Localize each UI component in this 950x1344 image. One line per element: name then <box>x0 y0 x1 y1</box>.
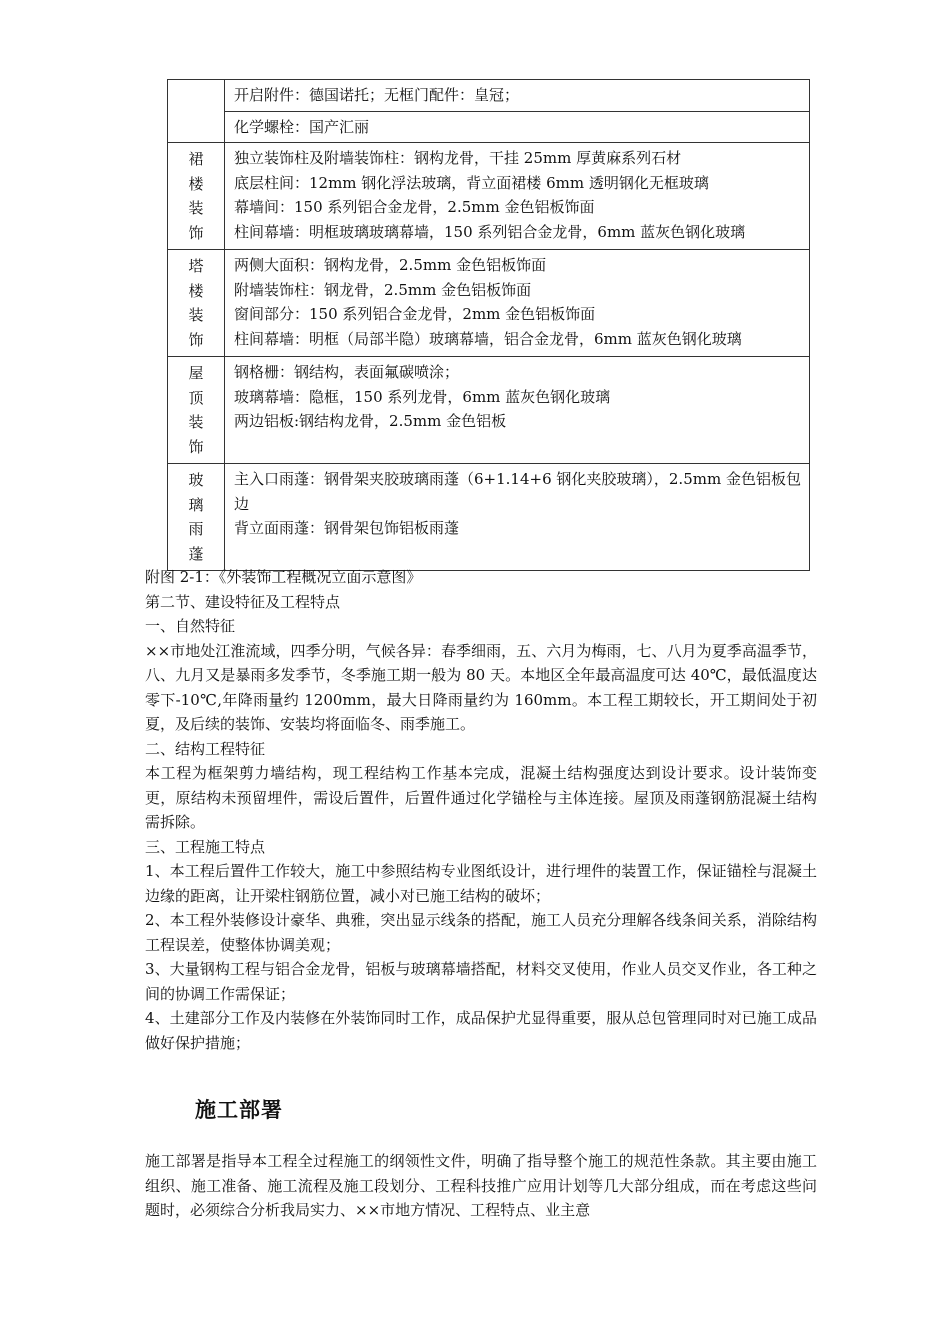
category-char: 装 <box>188 306 204 324</box>
description-line: 独立装饰柱及附墙装饰柱：钢构龙骨，干挂 25mm 厚黄麻系列石材 <box>234 149 682 167</box>
category-char: 饰 <box>188 437 204 456</box>
paragraph-structure: 本工程为框架剪力墙结构，现工程结构工作基本完成，混凝土结构强度达到设计要求。设计装饰变更，原结构未预留埋件，需设后置件，后置件通过化学锚栓与主体连接。屋顶及雨蓬钢筋混凝土结构需拆除。 <box>145 764 817 831</box>
description-line: 钢格栅：钢结构，表面氟碳喷涂； <box>234 363 460 381</box>
category-cell <box>168 143 225 250</box>
description-line: 柱间幕墙：明框玻璃玻璃幕墙，150 系列铝合金龙骨，6mm 蓝灰色钢化玻璃 <box>234 222 746 241</box>
category-char: 饰 <box>188 330 204 349</box>
category-char: 塔 <box>188 257 204 275</box>
category-char: 玻 <box>188 471 204 489</box>
decoration-spec-table <box>167 79 810 571</box>
category-char: 雨 <box>188 520 204 538</box>
list-item: 1、本工程后置件工作较大，施工中参照结构专业图纸设计，进行埋件的装置工作，保证锚栓与混凝土边缘的距离，让开梁柱钢筋位置，减小对已施工结构的破坏； <box>145 862 817 905</box>
description-line: 幕墙间：150 系列铝合金龙骨，2.5mm 金色铝板饰面 <box>234 198 595 216</box>
subsection-title-structure: 二、结构工程特征 <box>145 739 266 758</box>
description-line: 开启附件：德国诺托；无框门配件：皇冠； <box>234 86 520 104</box>
description-line: 背立面雨蓬：钢骨架包饰铝板雨蓬 <box>234 519 460 537</box>
description-line: 两边铝板:钢结构龙骨，2.5mm 金色铝板 <box>234 412 507 430</box>
description-line: 主入口雨蓬：钢骨架夹胶玻璃雨蓬（6+1.14+6 钢化夹胶玻璃），2.5mm 金色铝板包边 <box>234 470 801 513</box>
section-body <box>145 565 817 1055</box>
deployment-heading: 施工部署 <box>195 1098 283 1122</box>
category-char: 屋 <box>188 364 204 382</box>
description-cell <box>225 250 810 357</box>
table-row <box>168 250 810 357</box>
description-line: 附墙装饰柱：钢龙骨，2.5mm 金色铝板饰面 <box>234 280 532 299</box>
table-row <box>168 464 810 571</box>
description-cell <box>225 80 810 112</box>
category-char: 裙 <box>188 150 204 168</box>
table-row <box>168 111 810 143</box>
description-cell <box>225 111 810 143</box>
subsection-title-natural: 一、自然特征 <box>145 617 236 635</box>
table-row <box>168 357 810 464</box>
description-line: 窗间部分：150 系列铝合金龙骨，2mm 金色铝板饰面 <box>234 305 596 323</box>
description-line: 化学螺栓：国产汇丽 <box>234 117 370 136</box>
blank-line <box>234 434 801 459</box>
category-char: 装 <box>188 199 204 217</box>
section-title: 第二节、建设特征及工程特点 <box>145 592 341 611</box>
category-cell <box>168 357 225 464</box>
description-cell <box>225 464 810 571</box>
paragraph-natural: ××市地处江淮流域，四季分明，气候各异：春季细雨，五、六月为梅雨，七、八月为夏季高温季节，八、九月又是暴雨多发季节，冬季施工期一般为 80 天。本地区全年最高温度可达 40℃，最低温度达零下-10℃,年降雨量约 1200mm，最大日降雨量约为 160mm。本工程工期较长，开工期间处于初夏，及后续的装饰、安装均将面临冬、雨季施工。 <box>145 641 817 733</box>
figure-caption: 附图 2-1：《外装饰工程概况立面示意图》 <box>145 568 422 586</box>
description-line: 玻璃幕墙：隐框，150 系列龙骨，6mm 蓝灰色钢化玻璃 <box>234 387 611 406</box>
description-line: 两侧大面积：钢构龙骨，2.5mm 金色铝板饰面 <box>234 256 547 274</box>
list-item: 4、土建部分工作及内装修在外装饰同时工作，成品保护尤显得重要，服从总包管理同时对已施工成品做好保护措施； <box>145 1009 817 1052</box>
subsection-title-construction: 三、工程施工特点 <box>145 837 266 856</box>
description-line: 柱间幕墙：明框（局部半隐）玻璃幕墙，铝合金龙骨，6mm 蓝灰色钢化玻璃 <box>234 329 742 348</box>
category-cell <box>168 464 225 571</box>
category-cell <box>168 250 225 357</box>
category-char: 饰 <box>188 223 204 242</box>
table-row <box>168 80 810 112</box>
category-char: 楼 <box>188 281 204 300</box>
category-char: 楼 <box>188 174 204 193</box>
list-item: 3、大量钢构工程与铝合金龙骨，铝板与玻璃幕墙搭配，材料交叉使用，作业人员交叉作业，各工种之间的协调工作需保证； <box>145 960 817 1003</box>
paragraph-deployment: 施工部署是指导本工程全过程施工的纲领性文件，明确了指导整个施工的规范性条款。其主要由施工组织、施工准备、施工流程及施工段划分、工程科技推广应用计划等几大部分组成，而在考虑这些问题时，必须综合分析我局实力、××市地方情况、工程特点、业主意 <box>145 1152 817 1219</box>
category-char: 蓬 <box>188 544 204 563</box>
table-row <box>168 143 810 250</box>
list-item: 2、本工程外装修设计豪华、典雅，突出显示线条的搭配，施工人员充分理解各线条间关系，消除结构工程误差，使整体协调美观； <box>145 911 817 954</box>
description-line: 底层柱间：12mm 钢化浮法玻璃，背立面裙楼 6mm 透明钢化无框玻璃 <box>234 173 709 192</box>
category-char: 顶 <box>188 388 204 407</box>
category-cell <box>168 80 225 143</box>
description-cell <box>225 143 810 250</box>
description-cell <box>225 357 810 464</box>
category-char: 装 <box>188 413 204 431</box>
deployment-body <box>145 1149 817 1223</box>
category-char: 璃 <box>188 495 204 514</box>
